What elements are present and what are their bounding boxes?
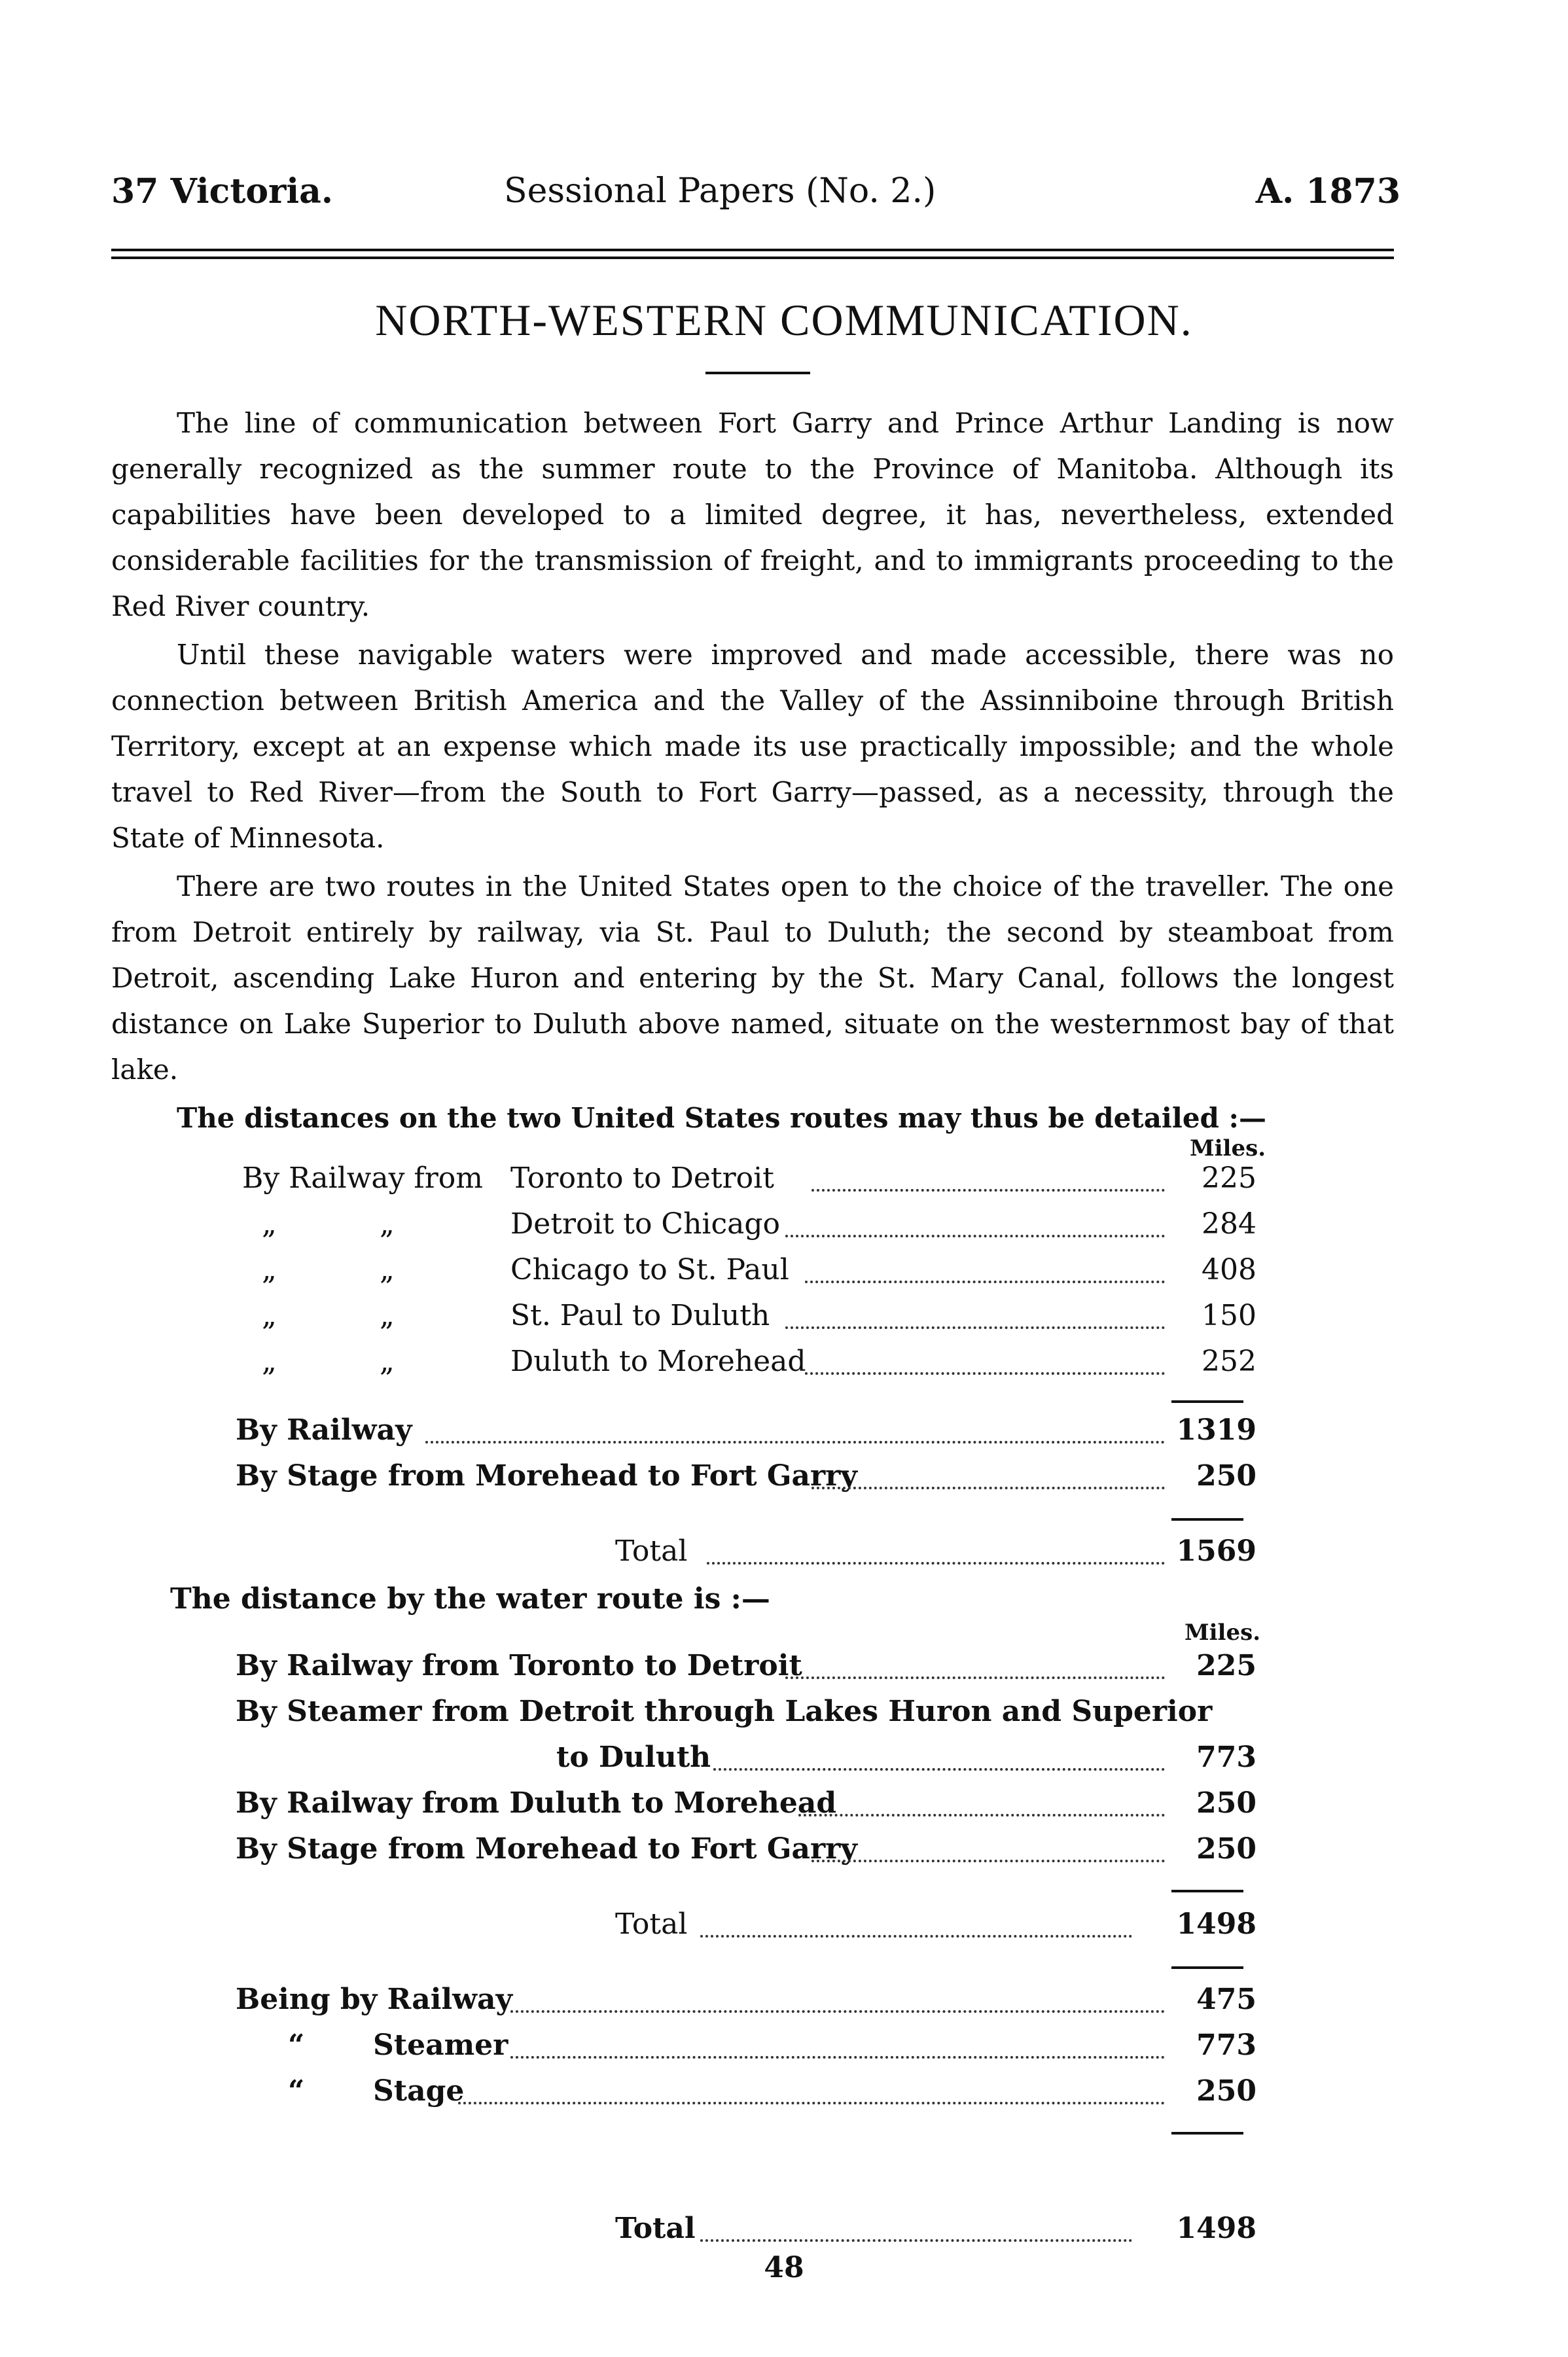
row-label: By Stage from Morehead to Fort Garry — [236, 1832, 857, 1866]
total-row — [615, 1907, 1256, 1953]
paragraph-1: The line of communication between Fort Garry and Prince Arthur Landing is now generally recognized as the summer route to the Province of Manitoba. Although its capabilities have been developed to a limited degree, it has, nevertheless, extended considerable facilities for the transmission of freight, and to immigrants proceeding to the Red River country. — [111, 407, 1394, 622]
row-label: By Railway from Duluth to Morehead — [236, 1786, 837, 1820]
row-value: 475 — [1196, 1983, 1256, 2016]
total-label: Total — [615, 1534, 688, 1568]
dot-leader — [713, 1768, 1165, 1771]
ditto-mark: „ — [380, 1299, 395, 1332]
row-label: Chicago to St. Paul — [510, 1253, 789, 1286]
row-label: By Railway — [236, 1413, 412, 1447]
intro-rail-routes: The distances on the two United States routes may thus be detailed :— — [177, 1102, 1267, 1134]
running-header — [111, 171, 1400, 224]
table-row — [236, 1649, 1256, 1695]
sum-rule — [1171, 1518, 1243, 1521]
ditto-mark: “ — [288, 2074, 305, 2108]
dot-leader — [707, 1562, 1165, 1565]
table-row — [236, 1695, 1256, 1741]
sum-rule — [1171, 1890, 1243, 1892]
row-value: 250 — [1196, 2074, 1256, 2108]
row-value: 250 — [1196, 1459, 1256, 1493]
row-value: 1319 — [1176, 1413, 1256, 1447]
ditto-mark: „ — [262, 1207, 277, 1241]
row-label: Steamer — [373, 2029, 508, 2062]
row-value: 773 — [1196, 1741, 1256, 1774]
sum-rule — [1171, 2132, 1243, 2135]
row-label: St. Paul to Duluth — [510, 1299, 770, 1332]
intro-water-text: The distance by the water route is :— — [170, 1582, 770, 1616]
miles-column-header: Miles. — [1185, 1620, 1261, 1646]
header-volume: 37 Victoria. — [111, 171, 333, 211]
table-row — [242, 1161, 1256, 1207]
table-row — [242, 1207, 1256, 1253]
table-row — [236, 2029, 1256, 2074]
row-prefix: By Railway from — [242, 1161, 483, 1195]
row-value: 225 — [1202, 1161, 1256, 1195]
table-row — [236, 1786, 1256, 1832]
dot-leader — [811, 1860, 1165, 1862]
table-row — [236, 1983, 1256, 2029]
ditto-mark: „ — [380, 1253, 395, 1286]
table-row — [236, 1832, 1256, 1878]
page-title: NORTH-WESTERN COMMUNICATION. — [375, 295, 1193, 345]
table-row — [236, 1413, 1256, 1459]
miles-column-header: Miles. — [1190, 1135, 1266, 1161]
intro-water-route — [170, 1582, 955, 1628]
header-year: A. 1873 — [1255, 171, 1400, 211]
sum-rule — [1171, 1966, 1243, 1969]
dot-leader — [785, 1676, 1165, 1679]
row-value: 284 — [1202, 1207, 1256, 1241]
header-series: Sessional Papers (No. 2.) — [504, 171, 936, 211]
row-value: 250 — [1196, 1786, 1256, 1820]
dot-leader — [805, 1372, 1165, 1375]
table-row — [236, 2074, 1256, 2120]
total-label: Total — [615, 2212, 696, 2245]
page-number: 48 — [764, 2251, 804, 2284]
dot-leader — [811, 1189, 1165, 1192]
dot-leader — [510, 2056, 1165, 2059]
ditto-mark: „ — [380, 1345, 395, 1378]
body-text — [111, 400, 1394, 1144]
dot-leader — [510, 2010, 1165, 2013]
dot-leader — [700, 2239, 1132, 2242]
row-value: 250 — [1196, 1832, 1256, 1866]
sum-rule — [1171, 1400, 1243, 1403]
total-label: Total — [615, 1907, 688, 1941]
row-value: 773 — [1196, 2029, 1256, 2062]
table-row — [242, 1299, 1256, 1345]
dot-leader — [785, 1235, 1165, 1237]
row-value: 408 — [1202, 1253, 1256, 1286]
row-label: By Railway from Toronto to Detroit — [236, 1649, 802, 1682]
ditto-mark: „ — [262, 1345, 277, 1378]
title-divider — [705, 372, 810, 374]
header-rule-bottom — [111, 257, 1394, 259]
paragraph-2: Until these navigable waters were improved and made accessible, there was no connection between British America and the Valley of the Assinniboine through British Territory, except at an expense which made its use practically impossible; and the whole travel to Red River—from the South to Fort Garry—passed, as a necessity, through the State of Minnesota. — [111, 639, 1394, 854]
table-row — [236, 1459, 1256, 1505]
total-value: 1569 — [1176, 1534, 1256, 1568]
dot-leader — [811, 1487, 1165, 1489]
row-label: By Steamer from Detroit through Lakes Huron and Superior — [236, 1695, 1213, 1728]
total-value: 1498 — [1176, 2212, 1256, 2245]
dot-leader — [700, 1935, 1132, 1938]
total-value: 1498 — [1176, 1907, 1256, 1941]
row-label: to Duluth — [556, 1741, 711, 1774]
row-label: Detroit to Chicago — [510, 1207, 781, 1241]
row-label: Duluth to Morehead — [510, 1345, 806, 1378]
row-label: Being by Railway — [236, 1983, 513, 2016]
dot-leader — [785, 1326, 1165, 1329]
row-label: By Stage from Morehead to Fort Garry — [236, 1459, 857, 1493]
dot-leader — [458, 2102, 1165, 2104]
row-value: 225 — [1196, 1649, 1256, 1682]
row-value: 150 — [1202, 1299, 1256, 1332]
dot-leader — [425, 1441, 1165, 1444]
table-row — [242, 1345, 1256, 1391]
row-value: 252 — [1202, 1345, 1256, 1378]
ditto-mark: „ — [262, 1299, 277, 1332]
row-label: Stage — [373, 2074, 465, 2108]
dot-leader — [805, 1281, 1165, 1283]
header-rule-top — [111, 249, 1394, 251]
ditto-mark: „ — [262, 1253, 277, 1286]
ditto-mark: „ — [380, 1207, 395, 1241]
table-row — [242, 1253, 1256, 1299]
row-label: Toronto to Detroit — [510, 1161, 774, 1195]
ditto-mark: “ — [288, 2029, 305, 2062]
dot-leader — [798, 1814, 1165, 1816]
total-row — [615, 1534, 1256, 1580]
paragraph-3: There are two routes in the United States open to the choice of the traveller. The one from Detroit entirely by railway, via St. Paul to Duluth; the second by steamboat from Detroit, ascending Lake Huron and entering by the St. Mary Canal, follows the longest distance on Lake Superior to Duluth above named, situate on the westernmost bay of that lake. — [111, 870, 1394, 1086]
table-row — [236, 1741, 1256, 1786]
